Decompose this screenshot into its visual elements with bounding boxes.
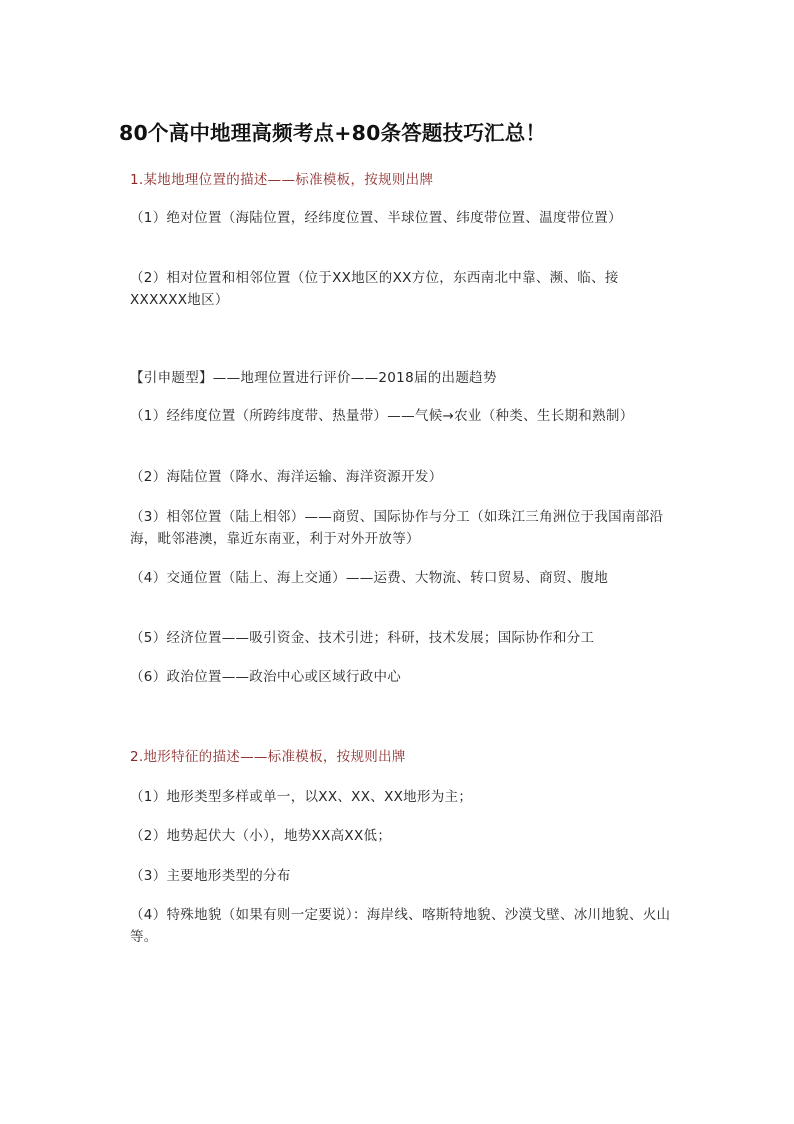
section-2-item-4: （4）特殊地貌（如果有则一定要说）：海岸线、喀斯特地貌、沙漠戈壁、冰川地貌、火山等。 xyxy=(130,907,671,945)
extension-item-6: （6）政治位置——政治中心或区域行政中心 xyxy=(130,669,402,685)
extension-item-2: （2）海陆位置（降水、海洋运输、海洋资源开发） xyxy=(130,469,443,485)
section-1-item-2: （2）相对位置和相邻位置（位于XX地区的XX方位，东西南北中靠、濒、临、接XXXXXX地区） xyxy=(130,270,619,308)
extension-item-3: （3）相邻位置（陆上相邻）——商贸、国际协作与分工（如珠江三角洲位于我国南部沿海，毗邻港澳，靠近东南亚，利于对外开放等） xyxy=(130,509,664,547)
section-2-item-1: （1）地形类型多样或单一，以XX、XX、XX地形为主； xyxy=(130,789,473,805)
section-2-item-2: （2）地势起伏大（小），地势XX高XX低； xyxy=(130,828,392,844)
document-title: 80个高中地理高频考点+80条答题技巧汇总！ xyxy=(119,121,547,145)
extension-item-1: （1）经纬度位置（所跨纬度带、热量带）——气候→农业（种类、生长期和熟制） xyxy=(130,408,634,424)
extension-heading: 【引申题型】——地理位置进行评价——2018届的出题趋势 xyxy=(130,370,497,386)
extension-item-5: （5）经济位置——吸引资金、技术引进；科研，技术发展；国际协作和分工 xyxy=(130,630,595,646)
section-1-heading: 1.某地地理位置的描述——标准模板，按规则出牌 xyxy=(130,172,434,188)
section-2-item-3: （3）主要地形类型的分布 xyxy=(130,868,291,884)
section-1-item-1: （1）绝对位置（海陆位置，经纬度位置、半球位置、纬度带位置、温度带位置） xyxy=(130,210,622,226)
extension-item-4: （4）交通位置（陆上、海上交通）——运费、大物流、转口贸易、商贸、腹地 xyxy=(130,570,609,586)
section-2-heading: 2.地形特征的描述——标准模板，按规则出牌 xyxy=(130,749,406,765)
